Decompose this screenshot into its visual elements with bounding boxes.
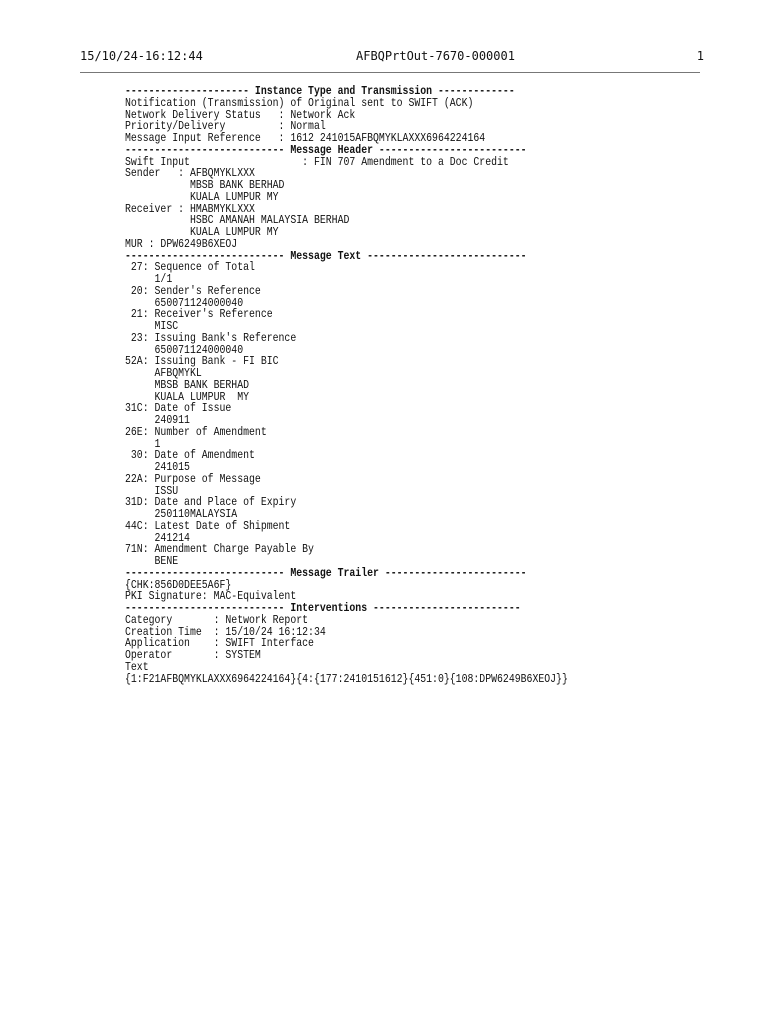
field-52a — [125, 356, 617, 403]
mur-line: MUR : DPW6249B6XEOJ — [125, 236, 238, 251]
section-message-trailer: --------------------------- Message Trailer ------------------------ — [125, 565, 527, 580]
swift-input-line: Swift Input : FIN 707 Amendment to a Doc Credit — [125, 154, 509, 169]
field-label: 31C: Date of Issue — [125, 401, 232, 416]
print-datetime: 15/10/24-16:12:44 — [80, 49, 203, 63]
field-label: 21: Receiver's Reference — [125, 307, 273, 322]
field-label: 52A: Issuing Bank - FI BIC — [125, 354, 279, 369]
field-value: AFBQMYKL — [125, 366, 202, 380]
category-line: Category : Network Report — [125, 612, 309, 627]
field-26e — [125, 424, 617, 451]
text-label-line: Text — [125, 659, 149, 674]
field-27 — [125, 262, 617, 286]
priority-line: Priority/Delivery : Normal — [125, 119, 326, 134]
field-30 — [125, 450, 617, 474]
field-label: 22A: Purpose of Message — [125, 471, 261, 486]
field-31d — [125, 497, 617, 521]
input-reference-line: Message Input Reference : 1612 241015AFBQMYKLAXXX6964224164 — [125, 131, 486, 145]
application-line: Application : SWIFT Interface — [125, 636, 314, 651]
sender-name-line: MBSB BANK BERHAD — [125, 178, 285, 192]
document-id: AFBQPrtOut-7670-000001 — [356, 49, 515, 63]
header-divider — [80, 72, 700, 73]
field-20 — [125, 283, 617, 310]
section-message-header: --------------------------- Message Header ------------------------- — [125, 142, 527, 157]
checksum-line: {CHK:856D0DEE5A6F} — [125, 577, 232, 592]
field-71n — [125, 544, 617, 568]
field-label: 20: Sender's Reference — [125, 283, 261, 298]
field-label: 44C: Latest Date of Shipment — [125, 518, 291, 533]
section-instance-type: --------------------- Instance Type and Transmission ------------- — [125, 84, 515, 98]
field-value: MISC — [125, 319, 179, 333]
notification-line: Notification (Transmission) of Original sent to SWIFT (ACK) — [125, 95, 474, 110]
sender-city-line: KUALA LUMPUR MY — [125, 189, 279, 204]
field-22a — [125, 471, 617, 498]
field-value: ISSU — [125, 483, 179, 498]
message-body — [125, 86, 617, 685]
field-value: 241015 — [125, 460, 190, 474]
field-value: 650071124000040 — [125, 295, 244, 310]
field-value: 650071124000040 — [125, 342, 244, 357]
field-44c — [125, 518, 617, 545]
field-value: KUALA LUMPUR MY — [125, 389, 250, 404]
field-31c — [125, 403, 617, 427]
creation-time-line: Creation Time : 15/10/24 16:12:34 — [125, 624, 326, 639]
field-label: 71N: Amendment Charge Payable By — [125, 542, 314, 557]
field-value: 241214 — [125, 530, 190, 545]
sender-line: Sender : AFBQMYKLXXX — [125, 166, 255, 181]
field-label: 23: Issuing Bank's Reference — [125, 330, 297, 345]
field-label: 26E: Number of Amendment — [125, 424, 267, 439]
field-value: 240911 — [125, 413, 190, 427]
field-label: 31D: Date and Place of Expiry — [125, 495, 297, 510]
field-label: 27: Sequence of Total — [125, 260, 255, 275]
field-21 — [125, 309, 617, 333]
page-number: 1 — [696, 49, 704, 63]
field-value: 1/1 — [125, 272, 173, 286]
field-value: 1 — [125, 436, 161, 451]
receiver-line: Receiver : HMABMYKLXXX — [125, 201, 255, 216]
section-message-text: --------------------------- Message Text --------------------------- — [125, 248, 527, 263]
field-label: 30: Date of Amendment — [125, 448, 255, 463]
section-interventions: --------------------------- Interventions ------------------------- — [125, 601, 521, 615]
receiver-name-line: HSBC AMANAH MALAYSIA BERHAD — [125, 213, 350, 228]
field-value: MBSB BANK BERHAD — [125, 377, 250, 392]
text-value-line: {1:F21AFBQMYKLAXXX6964224164}{4:{177:2410151612}{451:0}{108:DPW6249B6XEOJ}} — [125, 671, 568, 686]
delivery-status-line: Network Delivery Status : Network Ack — [125, 107, 356, 122]
field-value: 250110MALAYSIA — [125, 507, 238, 521]
pki-signature-line: PKI Signature: MAC-Equivalent — [125, 589, 297, 604]
receiver-city-line: KUALA LUMPUR MY — [125, 225, 279, 239]
operator-line: Operator : SYSTEM — [125, 648, 261, 662]
field-23 — [125, 330, 617, 357]
field-value: BENE — [125, 554, 179, 568]
